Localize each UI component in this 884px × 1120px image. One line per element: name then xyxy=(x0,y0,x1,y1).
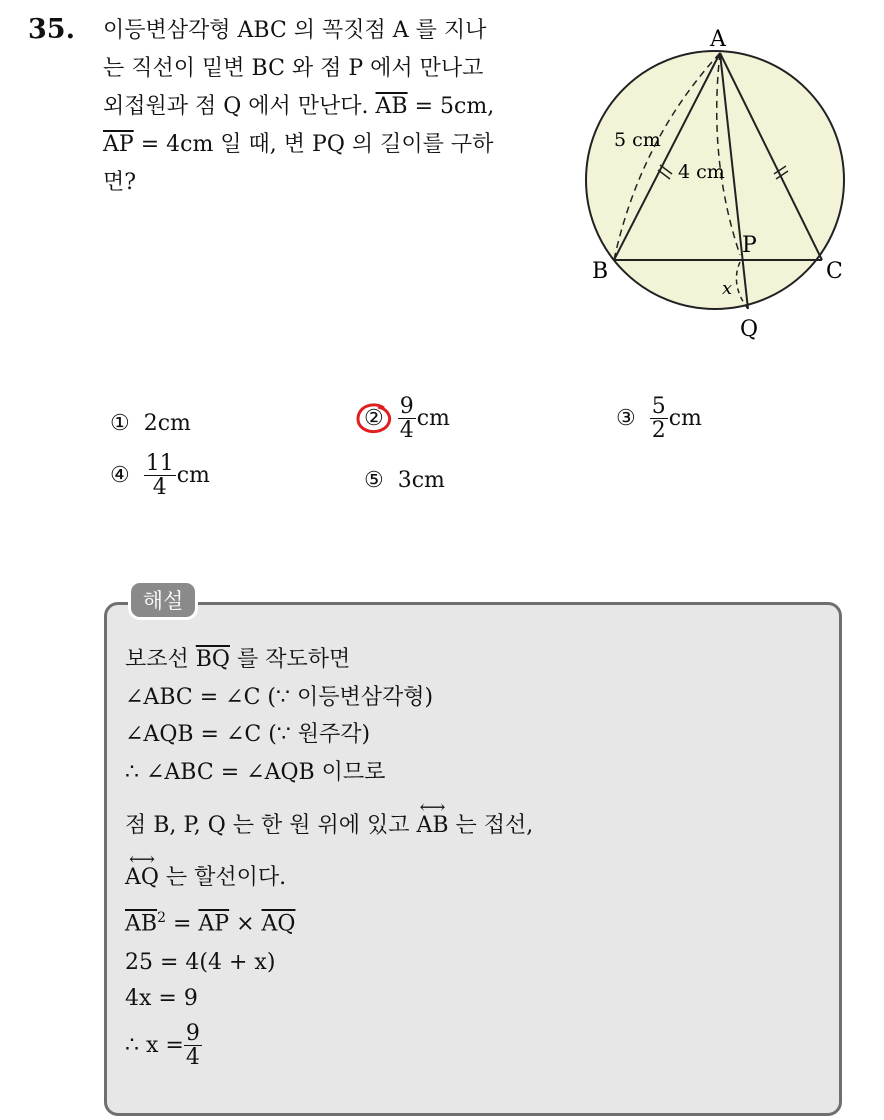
segment-ab: $\overline{AB}$ xyxy=(375,94,408,119)
solution-line: $\overline{AB}^2 = \overline{AP} \times \overline{AQ}$ xyxy=(125,910,296,937)
answer-choices xyxy=(110,395,810,525)
label-ap-length: 4 cm xyxy=(678,161,725,183)
choice-2[interactable]: ② $\frac{9}{4}$ cm xyxy=(364,394,450,443)
label-ab-length: 5 cm xyxy=(614,129,661,151)
label-q: Q xyxy=(740,317,759,342)
question-line: 는 직선이 밑변 BC 와 점 P 에서 만나고 xyxy=(103,56,484,81)
fraction: $\frac{5}{2}$ xyxy=(651,394,666,443)
choice-5[interactable]: ⑤ 3cm xyxy=(364,468,445,493)
line-ab: ⟷ AB xyxy=(417,813,449,838)
label-x: x xyxy=(722,278,733,299)
geometry-figure xyxy=(580,20,860,350)
solution-line: 보조선 $\overline{BQ}$ 를 작도하면 xyxy=(125,647,351,672)
solution-line: ∴ x = $\frac{9}{4}$ xyxy=(125,1021,200,1070)
fraction: $\frac{11}{4}$ xyxy=(145,451,174,500)
fraction: $\frac{9}{4}$ xyxy=(399,394,414,443)
solution-line: ∠ABC = ∠C (∵ 이등변삼각형) xyxy=(125,685,434,710)
question-line: 면? xyxy=(103,170,137,195)
choice-4[interactable]: ④ $\frac{11}{4}$ cm xyxy=(110,451,210,500)
solution-line: ⟷ AQ 는 할선이다. xyxy=(125,860,286,891)
question-text xyxy=(103,12,563,202)
label-c: C xyxy=(826,259,843,284)
question-number: 35. xyxy=(28,14,75,45)
selected-answer-mark xyxy=(354,402,394,438)
line-aq: ⟷ AQ xyxy=(125,865,159,890)
solution-line: 점 B, P, Q 는 한 원 위에 있고 ⟷ AB 는 접선, xyxy=(125,808,533,839)
choice-3[interactable]: ③ $\frac{5}{2}$ cm xyxy=(616,394,702,443)
question-line: 이등변삼각형 ABC 의 꼭짓점 A 를 지나 xyxy=(103,18,487,43)
label-b: B xyxy=(592,259,609,284)
solution-line: 25 = 4(4 + x) xyxy=(125,950,276,975)
question-line: 외접원과 점 Q 에서 만난다. $\overline{AB} = 5cm$, xyxy=(103,94,495,119)
label-p: P xyxy=(742,233,757,258)
solution-tab: 해설 xyxy=(128,580,198,620)
label-a: A xyxy=(710,27,726,52)
fraction: $\frac{9}{4}$ xyxy=(185,1021,200,1070)
question-line: $\overline{AP} = 4cm$ 일 때, 변 PQ 의 길이를 구하 xyxy=(103,132,494,157)
choice-1[interactable]: ① 2cm xyxy=(110,411,191,436)
solution-line: ∠AQB = ∠C (∵ 원주각) xyxy=(125,722,371,747)
solution-line: ∴ ∠ABC = ∠AQB 이므로 xyxy=(125,760,386,785)
segment-ap: $\overline{AP}$ xyxy=(103,132,134,157)
solution-line: 4x = 9 xyxy=(125,986,198,1011)
